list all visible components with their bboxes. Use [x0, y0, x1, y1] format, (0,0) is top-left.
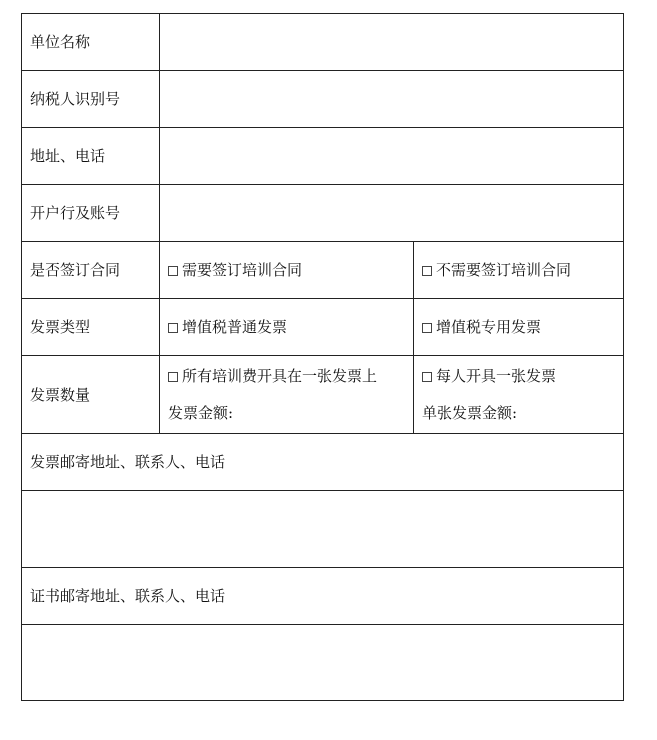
invoice-type-label: 发票类型 [22, 299, 160, 356]
invoice-amount-label: 发票金额: [168, 404, 234, 422]
invoice-single-option-line [168, 367, 413, 385]
invoice-quantity-option-each[interactable] [414, 356, 624, 434]
form-row-invoice-type [22, 299, 624, 356]
invoice-special-label: 增值税专用发票 [436, 318, 542, 336]
certificate-mailing-field[interactable] [22, 625, 624, 701]
invoice-type-option-special[interactable] [414, 299, 624, 356]
invoice-each-label: 每人开具一张发票 [436, 367, 557, 385]
contract-yes-checkbox[interactable] [168, 266, 178, 276]
form-row-bank-account [22, 185, 624, 242]
contract-label: 是否签订合同 [22, 242, 160, 299]
form-row-unit-name [22, 14, 624, 71]
invoice-special-checkbox[interactable] [422, 323, 432, 333]
invoice-single-label: 所有培训费开具在一张发票上 [182, 367, 378, 385]
invoice-mailing-label: 发票邮寄地址、联系人、电话 [22, 434, 624, 491]
taxpayer-id-label: 纳税人识别号 [22, 71, 160, 128]
invoice-mailing-field[interactable] [22, 491, 624, 568]
contract-no-label: 不需要签订培训合同 [436, 261, 572, 279]
invoice-single-group [168, 356, 413, 433]
form-row-address-phone [22, 128, 624, 185]
unit-name-field[interactable] [160, 14, 624, 71]
invoice-each-option-line [422, 367, 623, 385]
invoice-type-option-general[interactable] [160, 299, 414, 356]
form-row-taxpayer-id [22, 71, 624, 128]
invoice-general-label: 增值税普通发票 [182, 318, 288, 336]
unit-name-label: 单位名称 [22, 14, 160, 71]
invoice-quantity-option-single[interactable] [160, 356, 414, 434]
invoice-quantity-label: 发票数量 [22, 356, 160, 434]
bank-account-label: 开户行及账号 [22, 185, 160, 242]
form-row-certificate-mailing-header [22, 568, 624, 625]
invoice-each-checkbox[interactable] [422, 372, 432, 382]
form-row-certificate-mailing-field [22, 625, 624, 701]
form-row-contract [22, 242, 624, 299]
address-phone-field[interactable] [160, 128, 624, 185]
invoice-each-group [422, 356, 623, 433]
invoice-general-checkbox[interactable] [168, 323, 178, 333]
form-row-invoice-mailing-field [22, 491, 624, 568]
contract-option-no[interactable] [414, 242, 624, 299]
contract-yes-label: 需要签订培训合同 [182, 261, 303, 279]
contract-option-yes[interactable] [160, 242, 414, 299]
invoice-single-checkbox[interactable] [168, 372, 178, 382]
contract-no-checkbox[interactable] [422, 266, 432, 276]
address-phone-label: 地址、电话 [22, 128, 160, 185]
form-row-invoice-mailing-header [22, 434, 624, 491]
certificate-mailing-label: 证书邮寄地址、联系人、电话 [22, 568, 624, 625]
single-invoice-amount-label: 单张发票金额: [422, 404, 518, 422]
form-row-invoice-quantity [22, 356, 624, 434]
invoice-info-form-table [21, 13, 624, 701]
bank-account-field[interactable] [160, 185, 624, 242]
taxpayer-id-field[interactable] [160, 71, 624, 128]
